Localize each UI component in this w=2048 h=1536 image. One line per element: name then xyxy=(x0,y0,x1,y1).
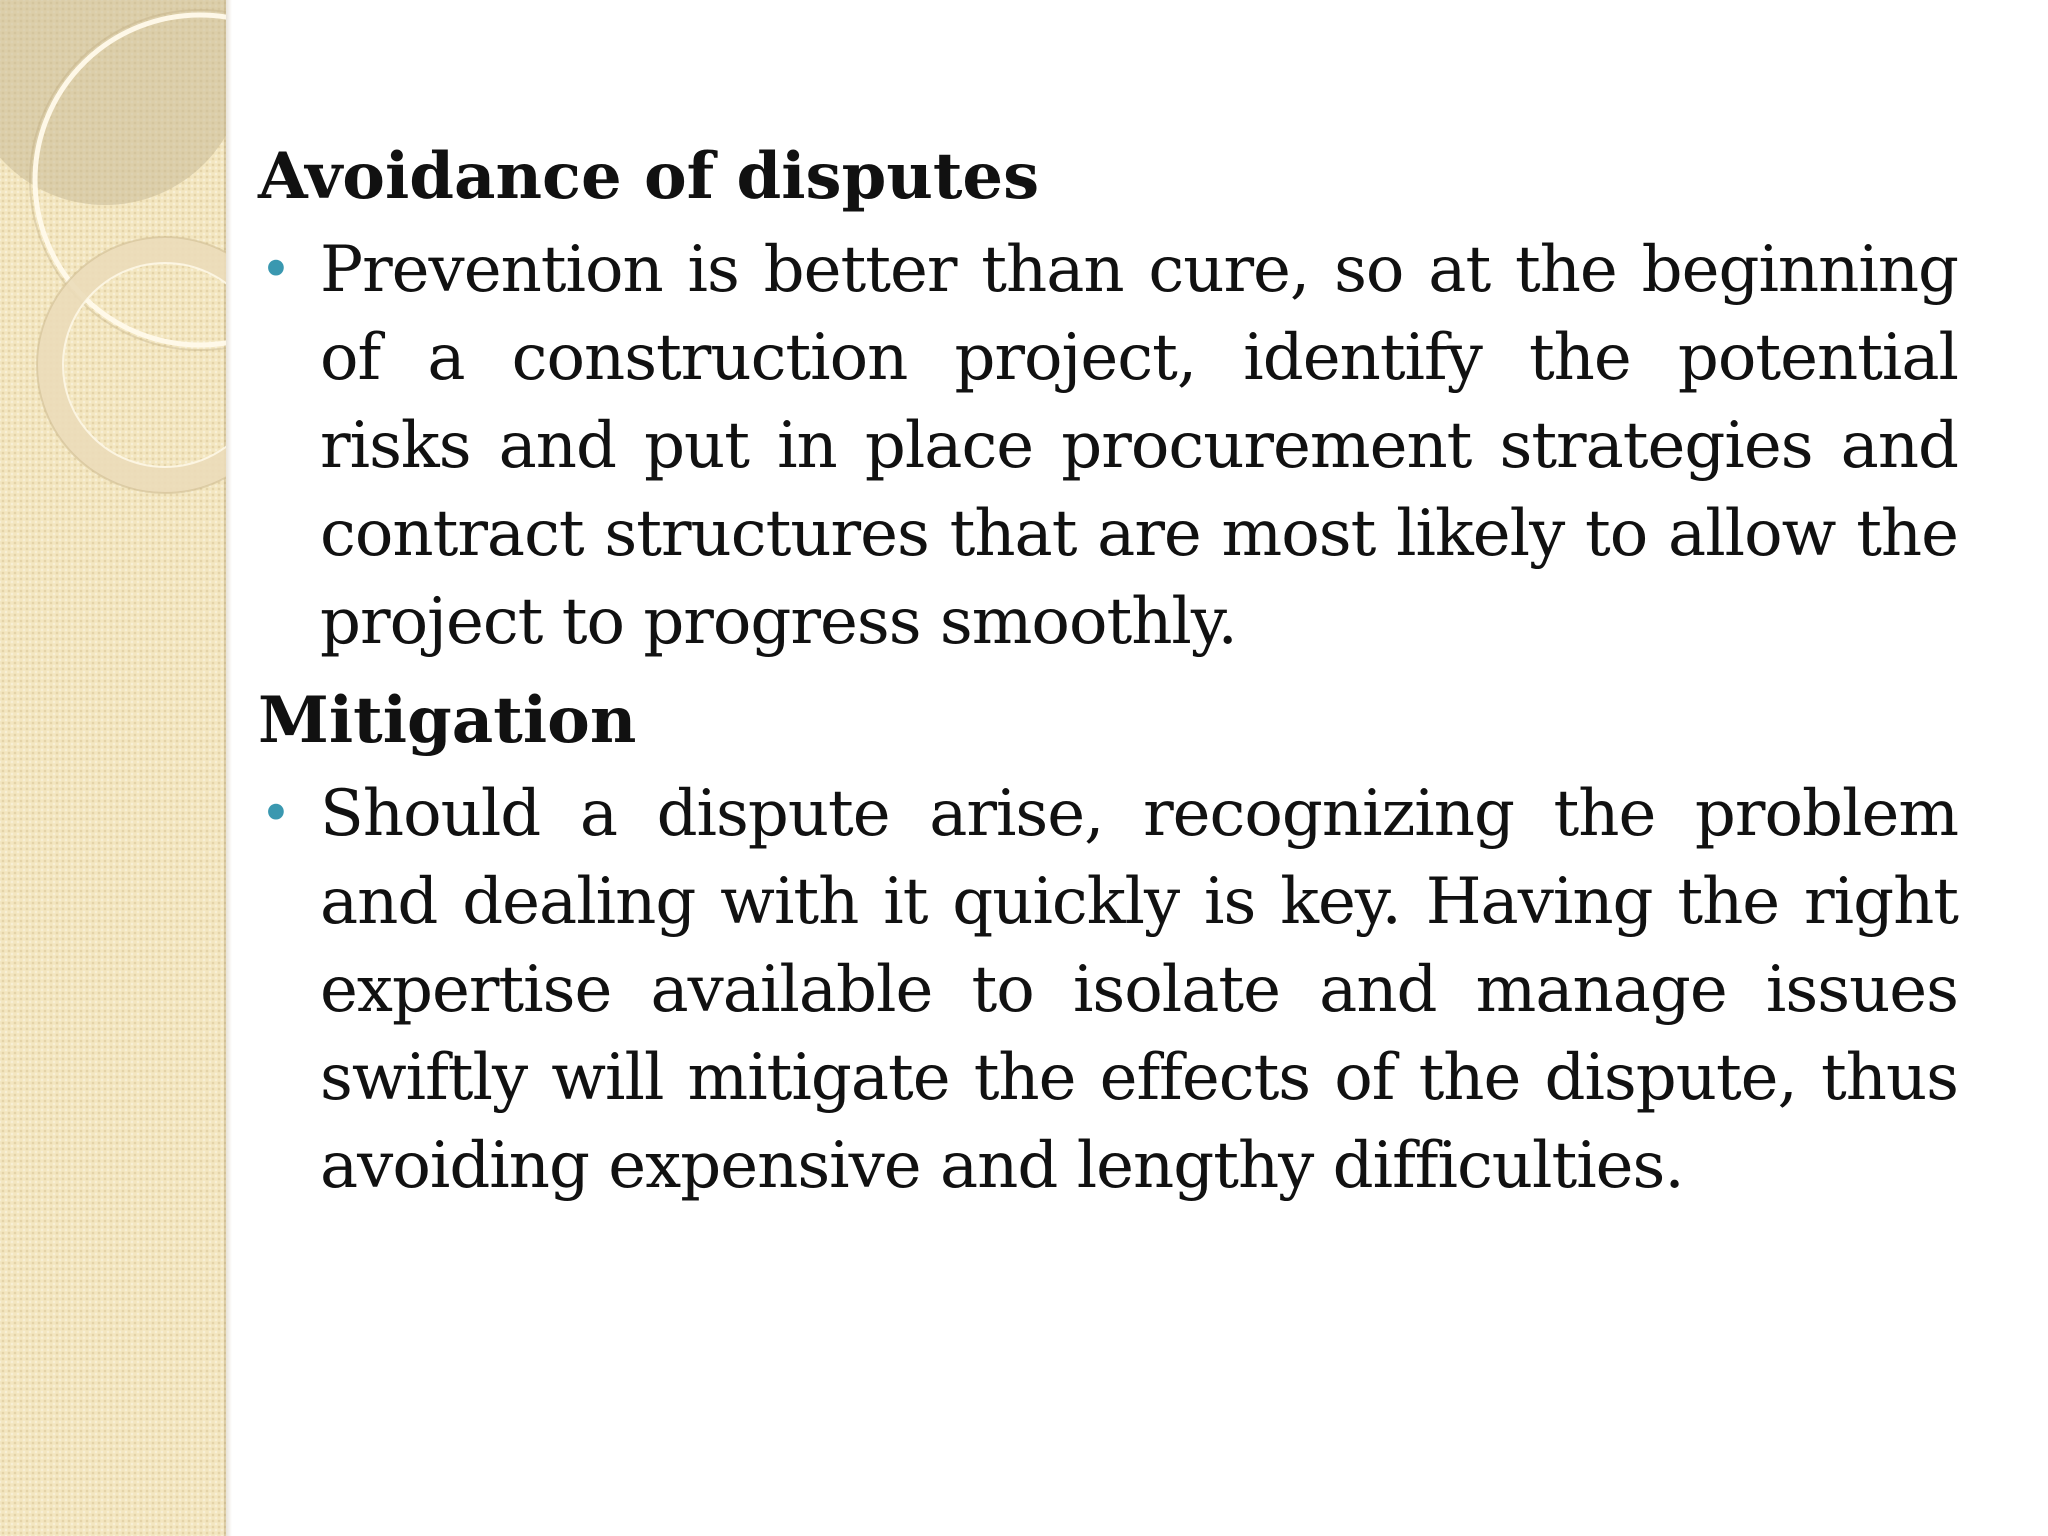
bullet-text-prevention: Prevention is better than cure, so at the beginning of a construction project, identify the potential risks and put in place procurement strategies and contract structures that are most likely to allow the project to progress smoothly. xyxy=(320,233,1958,659)
bullet-item-mitigation xyxy=(258,770,1958,1210)
bullet-dot-icon: • xyxy=(260,782,291,845)
section-heading-mitigation: Mitigation xyxy=(258,683,637,758)
bullet-text-mitigation: Should a dispute arise, recognizing the problem and dealing with it quickly is key. Having the right expertise available to isolate and manage issues swiftly will mitigate the effects of the dispute, thus avoiding expensive and lengthy difficulties. xyxy=(320,777,1958,1203)
section-heading-avoidance: Avoidance of disputes xyxy=(258,139,1040,214)
bullet-item-prevention xyxy=(258,226,1958,666)
slide-content xyxy=(258,128,1958,1216)
bullet-dot-icon: • xyxy=(260,238,291,301)
decorative-circles-icon xyxy=(0,0,260,520)
